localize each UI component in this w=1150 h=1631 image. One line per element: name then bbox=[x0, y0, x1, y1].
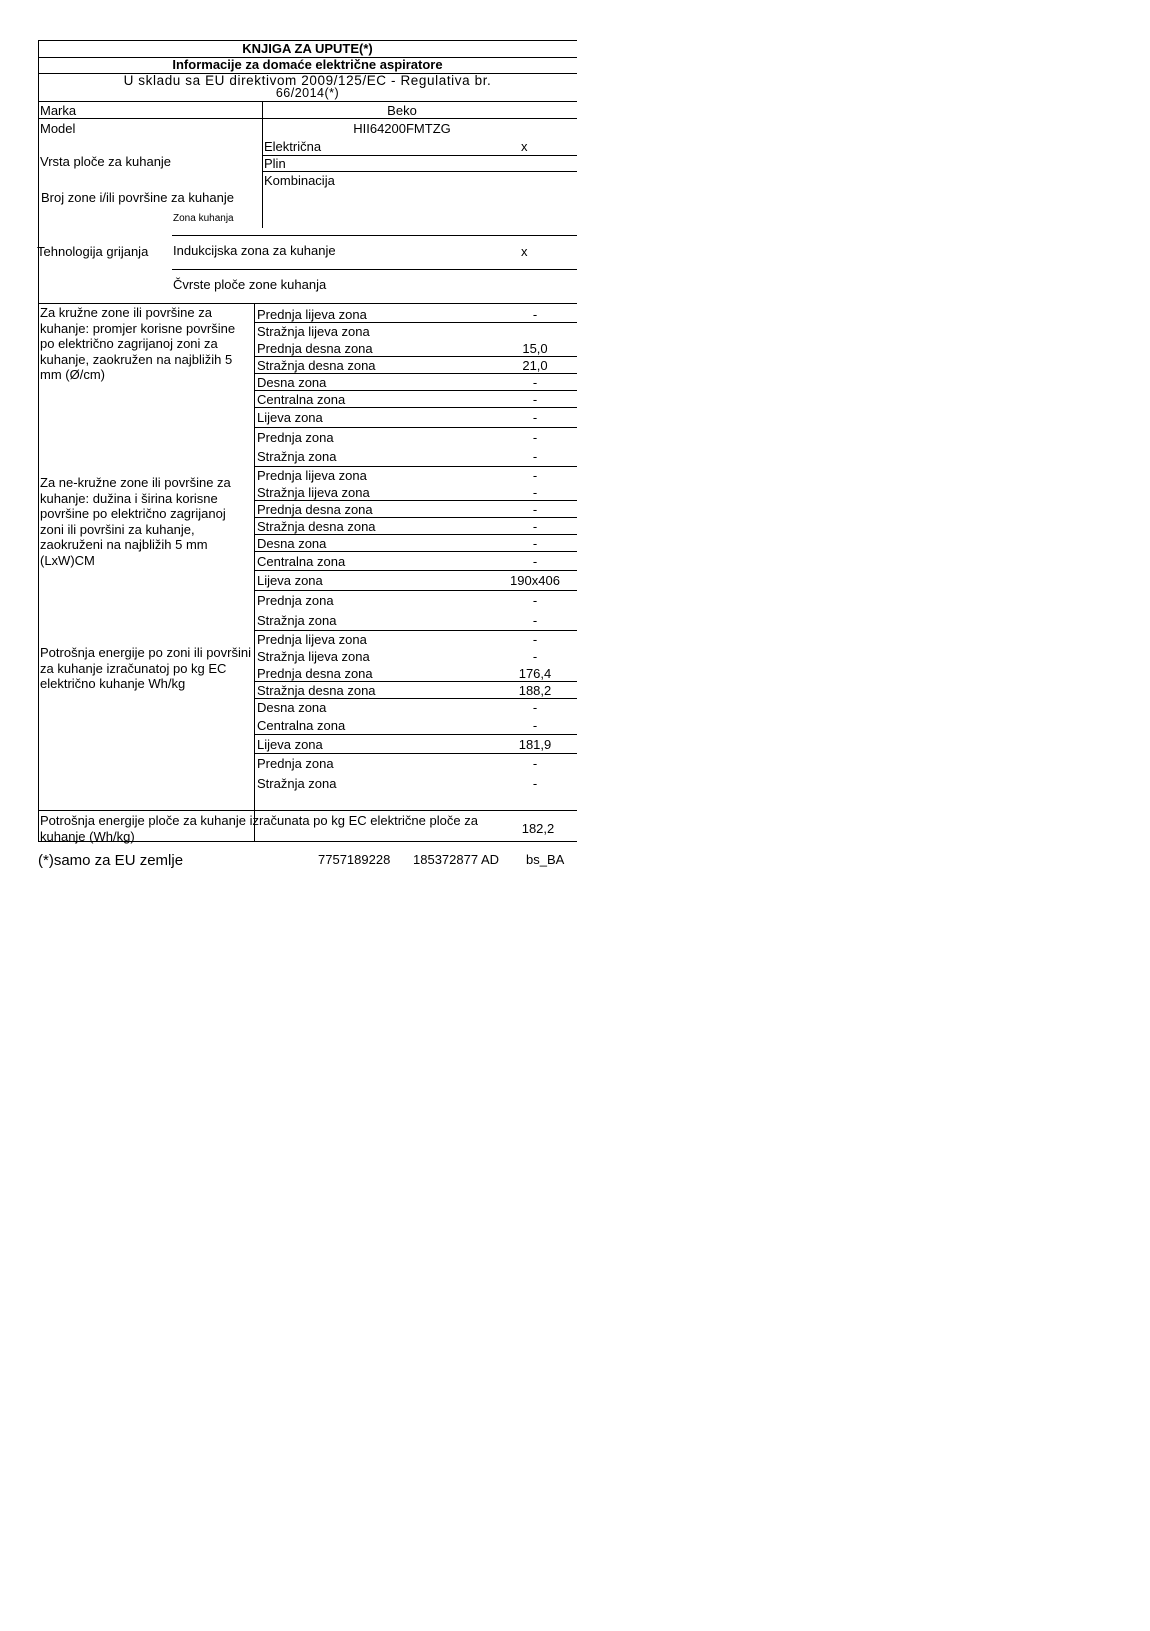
zone-name: Prednja desna zona bbox=[257, 501, 373, 517]
divider bbox=[254, 551, 577, 552]
zone-name: Stražnja zona bbox=[257, 613, 337, 628]
zone-value: - bbox=[532, 391, 538, 407]
total-energy-value: 182,2 bbox=[521, 821, 555, 836]
zone-name: Desna zona bbox=[257, 374, 327, 390]
zone-value: 176,4 bbox=[518, 665, 552, 681]
zone-value: 190x406 bbox=[510, 573, 560, 588]
zone-name: Prednja lijeva zona bbox=[257, 306, 367, 322]
zone-name: Lijeva zona bbox=[257, 410, 323, 425]
zone-name: Stražnja lijeva zona bbox=[257, 323, 370, 339]
zone-value: - bbox=[532, 374, 538, 390]
zone-value: - bbox=[532, 518, 538, 534]
zone-name: Prednja zona bbox=[257, 593, 334, 608]
directive-line: 66/2014(*) bbox=[275, 86, 340, 100]
zone-name: Desna zona bbox=[257, 535, 327, 551]
model-label: Model bbox=[40, 121, 76, 136]
zone-name: Stražnja desna zona bbox=[257, 518, 376, 534]
divider bbox=[254, 517, 577, 518]
zone-name: Desna zona bbox=[257, 700, 327, 715]
zone-value: - bbox=[532, 410, 538, 425]
zone-name: Prednja lijeva zona bbox=[257, 631, 367, 647]
zone-name: Prednja desna zona bbox=[257, 340, 373, 356]
total-energy-label: Potrošnja energije ploče za kuhanje izračunata po kg EC električne ploče za kuhanje (Wh/kg) bbox=[40, 813, 478, 844]
zone-value: 188,2 bbox=[518, 682, 552, 698]
zone-name: Stražnja lijeva zona bbox=[257, 484, 370, 500]
model-value: HII64200FMTZG bbox=[353, 121, 451, 136]
document-subtitle: Informacije za domaće električne aspiratore bbox=[172, 57, 443, 72]
energy-section-label: Potrošnja energije po zoni ili površini za kuhanje izračunatoj po kg EC električno kuhanje Wh/kg bbox=[40, 645, 252, 691]
brand-label: Marka bbox=[40, 103, 77, 118]
zones-count-sublabel: Zona kuhanja bbox=[173, 213, 234, 224]
divider bbox=[254, 698, 577, 699]
divider bbox=[38, 841, 577, 842]
divider bbox=[254, 390, 577, 391]
zone-value: - bbox=[532, 648, 538, 664]
zone-value: 15,0 bbox=[522, 340, 548, 356]
zone-value: - bbox=[532, 613, 538, 628]
divider bbox=[262, 171, 577, 172]
directive-line: U skladu sa EU direktivom 2009/125/EC - Regulativa br. bbox=[123, 73, 492, 88]
induction-mark: x bbox=[521, 244, 528, 259]
divider bbox=[38, 118, 577, 119]
footer-code: 185372877 AD bbox=[413, 852, 500, 867]
divider bbox=[38, 303, 577, 304]
zone-name: Centralna zona bbox=[257, 718, 346, 733]
zone-name: Stražnja zona bbox=[257, 449, 337, 464]
divider bbox=[254, 681, 577, 682]
zone-value: - bbox=[532, 429, 538, 445]
divider bbox=[262, 118, 263, 228]
zone-name: Lijeva zona bbox=[257, 736, 323, 752]
divider bbox=[254, 590, 577, 591]
zone-name: Centralna zona bbox=[257, 391, 346, 407]
zone-name: Stražnja desna zona bbox=[257, 682, 376, 698]
zone-name: Centralna zona bbox=[257, 553, 346, 569]
footer-note: (*)samo za EU zemlje bbox=[38, 852, 184, 869]
zone-name: Prednja zona bbox=[257, 429, 334, 445]
zone-value: - bbox=[532, 775, 538, 791]
divider bbox=[254, 466, 577, 467]
zones-count-label: Broj zone i/ili površine za kuhanje bbox=[41, 190, 234, 205]
energy-label-document bbox=[38, 40, 577, 881]
hob-type-option: Plin bbox=[264, 156, 286, 171]
divider bbox=[262, 101, 263, 118]
zone-value: - bbox=[532, 593, 538, 608]
brand-value: Beko bbox=[387, 103, 417, 118]
divider bbox=[254, 322, 577, 323]
footer-code: 7757189228 bbox=[318, 852, 391, 867]
zone-name: Prednja lijeva zona bbox=[257, 467, 367, 483]
circular-section-label: Za kružne zone ili površine za kuhanje: promjer korisne površine po električno zagrijanoj zoni za kuhanje, zaokružen na najbližih 5 mm (Ø/cm) bbox=[40, 305, 236, 382]
zone-name: Stražnja zona bbox=[257, 775, 337, 791]
zone-value: - bbox=[532, 553, 538, 569]
hob-type-label: Vrsta ploče za kuhanje bbox=[40, 154, 172, 169]
zone-value: - bbox=[532, 718, 538, 733]
divider bbox=[254, 373, 577, 374]
zone-value: - bbox=[532, 449, 538, 464]
induction-label: Indukcijska zona za kuhanje bbox=[173, 243, 336, 258]
zone-value: - bbox=[532, 484, 538, 500]
zone-value: 181,9 bbox=[518, 736, 552, 752]
zone-value: 21,0 bbox=[522, 357, 548, 373]
divider bbox=[254, 356, 577, 357]
zone-name: Prednja desna zona bbox=[257, 665, 373, 681]
zone-value: - bbox=[532, 501, 538, 517]
document-title: KNJIGA ZA UPUTE(*) bbox=[242, 41, 373, 56]
zone-value: - bbox=[532, 700, 538, 715]
divider bbox=[254, 303, 255, 841]
divider bbox=[172, 235, 577, 236]
hob-type-mark: x bbox=[521, 139, 528, 154]
zone-value: - bbox=[532, 306, 538, 322]
solid-plates-label: Čvrste ploče zone kuhanja bbox=[173, 277, 327, 292]
divider bbox=[254, 500, 577, 501]
divider bbox=[262, 155, 577, 156]
heating-label: Tehnologija grijanja bbox=[37, 244, 149, 259]
zone-name: Prednja zona bbox=[257, 756, 334, 771]
divider bbox=[254, 753, 577, 754]
hob-type-option: Električna bbox=[264, 139, 322, 154]
divider bbox=[254, 630, 577, 631]
hob-type-option: Kombinacija bbox=[264, 173, 335, 188]
divider bbox=[254, 734, 577, 735]
divider bbox=[254, 534, 577, 535]
zone-value: - bbox=[532, 631, 538, 647]
zone-name: Lijeva zona bbox=[257, 573, 323, 588]
divider bbox=[172, 269, 577, 270]
divider bbox=[254, 570, 577, 571]
noncircular-section-label: Za ne-kružne zone ili površine za kuhanje: dužina i širina korisne površine po električno zagrijanoj zoni ili površini za kuhanje, zaokruženi na najbližih 5 mm (LxW)CM bbox=[40, 475, 231, 568]
divider bbox=[38, 101, 577, 102]
footer-locale: bs_BA bbox=[526, 852, 565, 867]
border-line bbox=[38, 40, 39, 841]
zone-name: Stražnja desna zona bbox=[257, 357, 376, 373]
zone-value: - bbox=[532, 467, 538, 483]
divider bbox=[254, 427, 577, 428]
zone-name: Stražnja lijeva zona bbox=[257, 648, 370, 664]
divider bbox=[38, 810, 577, 811]
divider bbox=[254, 407, 577, 408]
zone-value: - bbox=[532, 535, 538, 551]
zone-value: - bbox=[532, 756, 538, 771]
